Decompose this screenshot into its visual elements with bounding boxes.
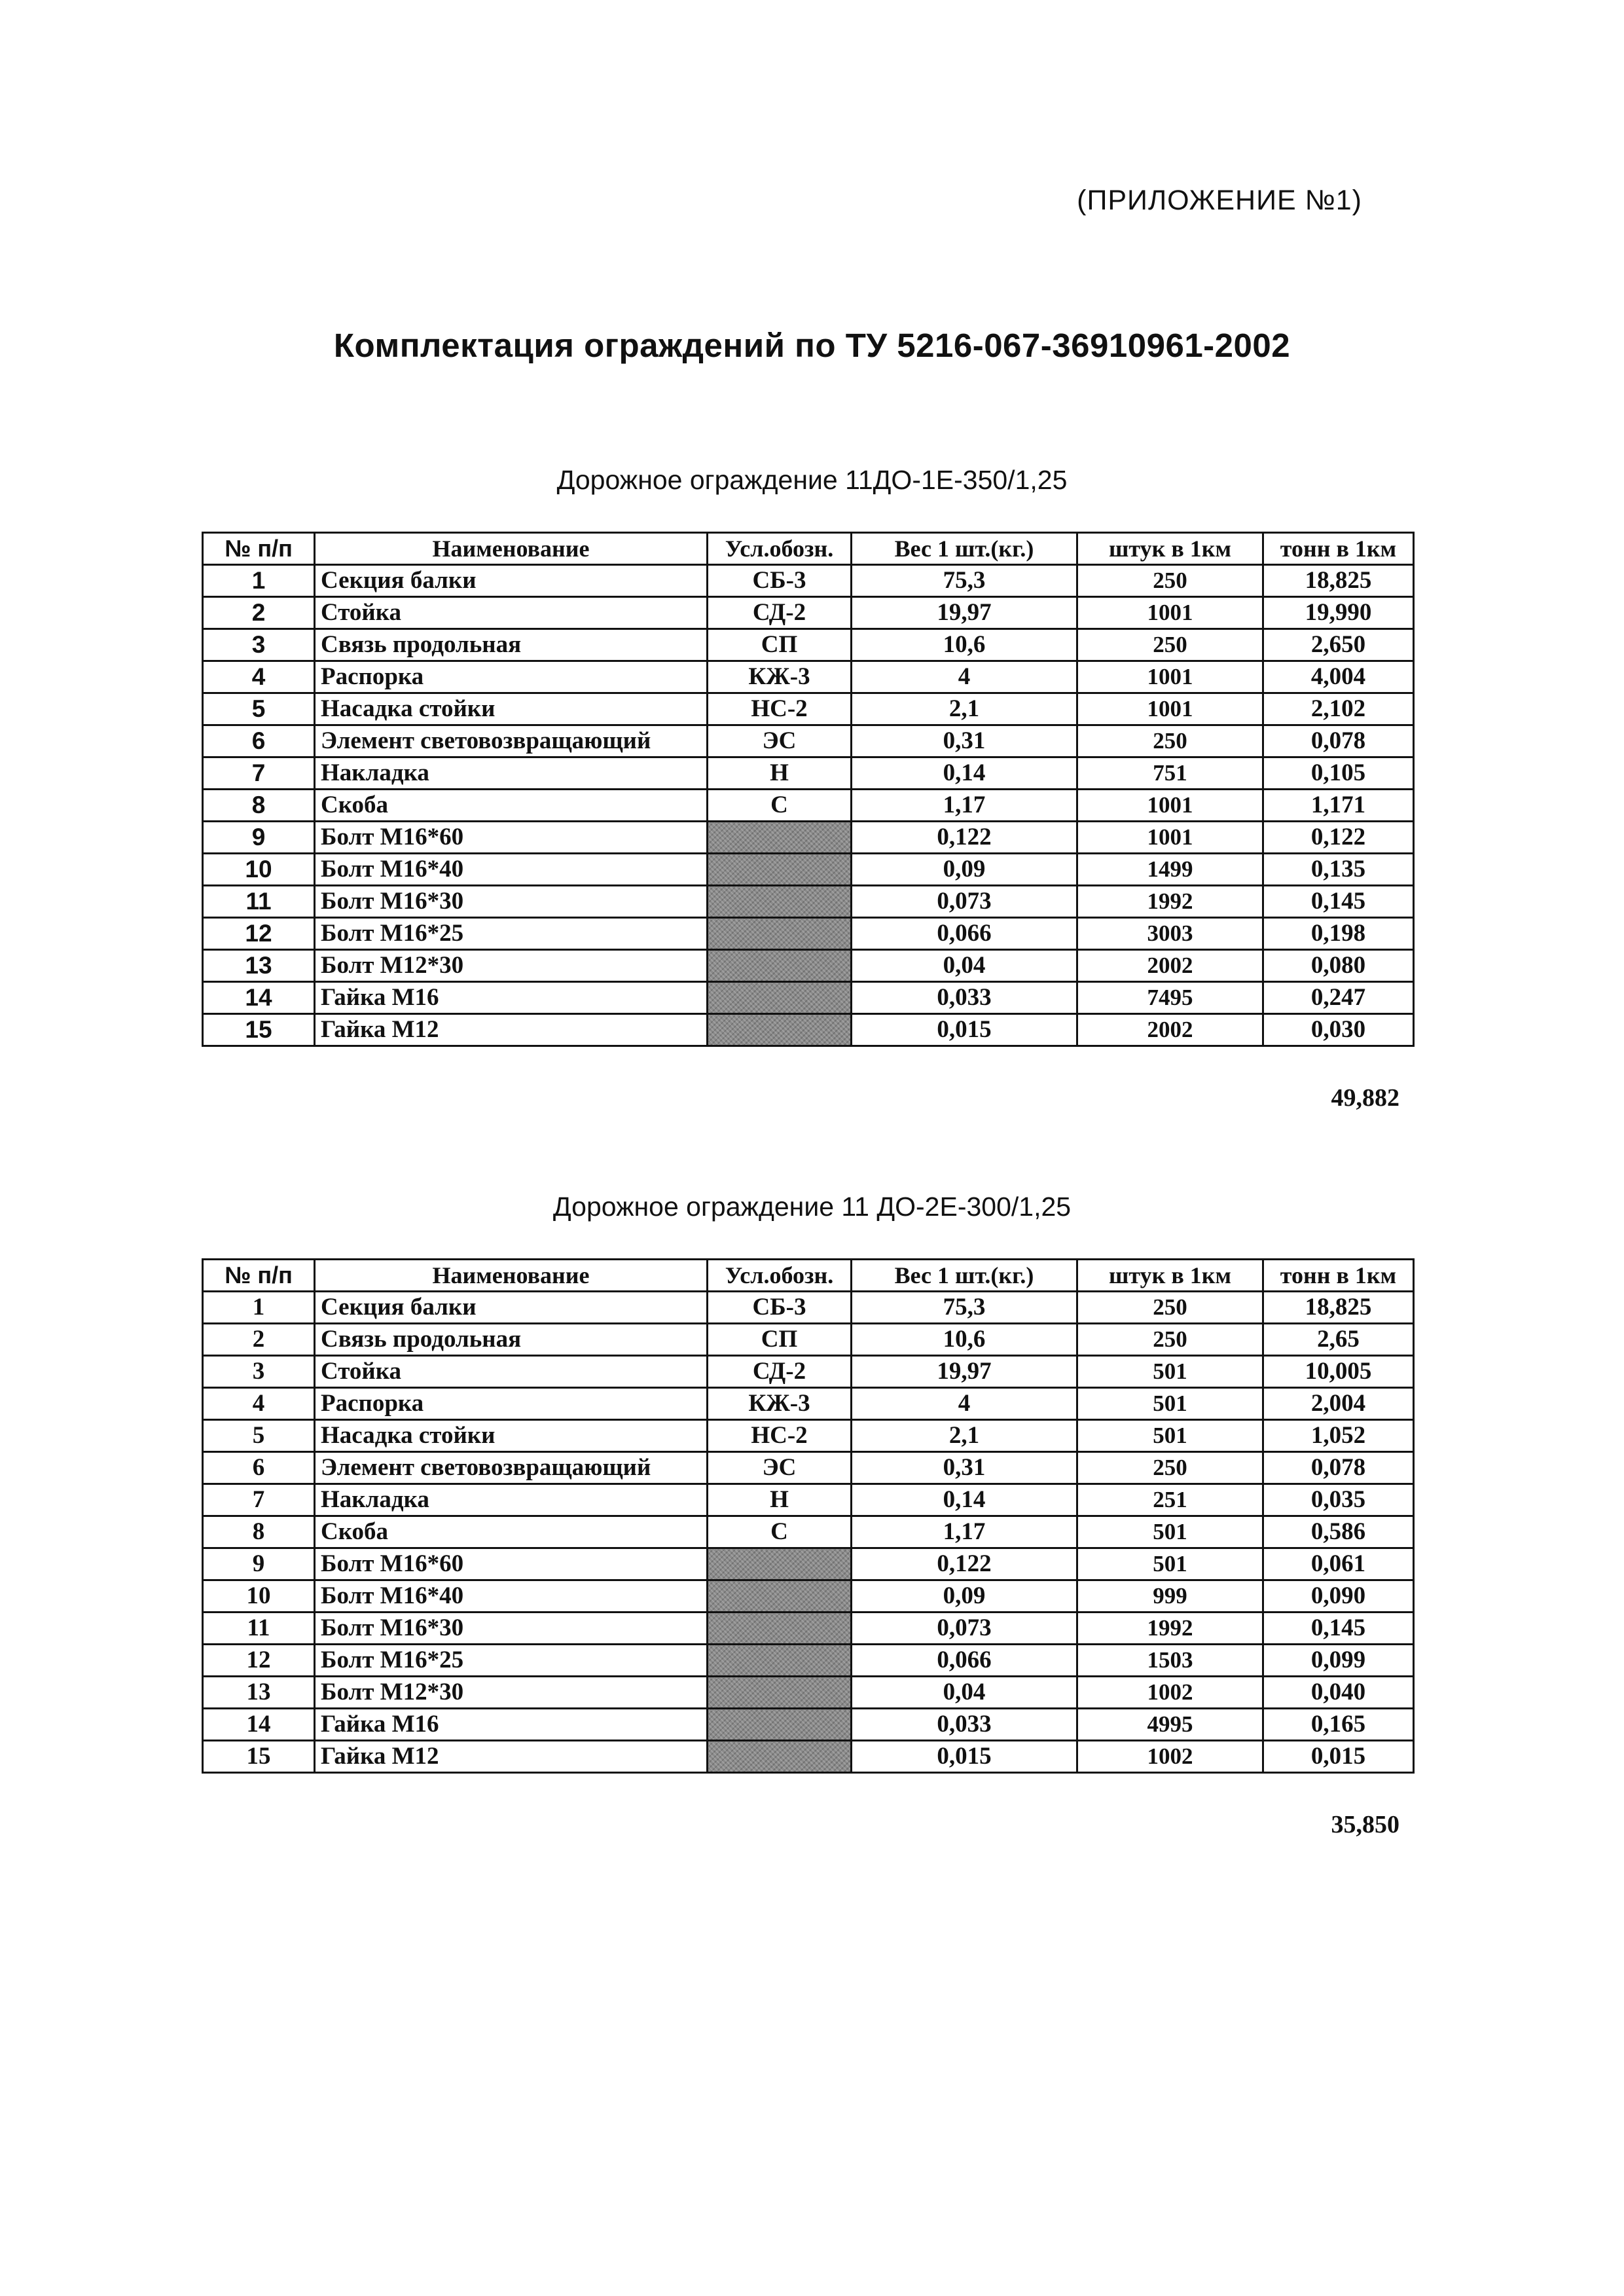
table2-header-row — [203, 1260, 1414, 1292]
cell-num: 4 — [203, 1388, 315, 1420]
cell-tons: 0,145 — [1263, 886, 1414, 918]
cell-code — [708, 886, 852, 918]
cell-weight: 0,033 — [852, 1709, 1077, 1741]
cell-code — [708, 1645, 852, 1677]
table-row — [203, 790, 1414, 822]
table-row — [203, 1388, 1414, 1420]
cell-num: 11 — [203, 886, 315, 918]
cell-weight: 0,31 — [852, 725, 1077, 757]
cell-pcs: 251 — [1077, 1484, 1263, 1516]
cell-num: 9 — [203, 1548, 315, 1580]
cell-name: Гайка М16 — [315, 982, 708, 1014]
table2-total: 35,850 — [1331, 1811, 1399, 1838]
cell-name: Болт М16*60 — [315, 822, 708, 854]
cell-num: 5 — [203, 693, 315, 725]
table2-components — [202, 1258, 1415, 1774]
cell-pcs: 7495 — [1077, 982, 1263, 1014]
cell-num: 3 — [203, 1356, 315, 1388]
cell-name: Элемент световозвращающий — [315, 725, 708, 757]
cell-pcs: 250 — [1077, 629, 1263, 661]
cell-weight: 2,1 — [852, 1420, 1077, 1452]
table-row — [203, 1420, 1414, 1452]
cell-code — [708, 982, 852, 1014]
cell-pcs: 1001 — [1077, 822, 1263, 854]
cell-name: Секция балки — [315, 565, 708, 597]
cell-num: 14 — [203, 982, 315, 1014]
column-header-tons: тонн в 1км — [1263, 533, 1414, 565]
cell-pcs: 3003 — [1077, 918, 1263, 950]
table-row — [203, 886, 1414, 918]
cell-code: СП — [708, 629, 852, 661]
table-row — [203, 822, 1414, 854]
cell-tons: 2,004 — [1263, 1388, 1414, 1420]
table-row — [203, 1741, 1414, 1773]
cell-tons: 0,035 — [1263, 1484, 1414, 1516]
cell-tons: 19,990 — [1263, 597, 1414, 629]
cell-code: КЖ-3 — [708, 1388, 852, 1420]
cell-code — [708, 1580, 852, 1613]
cell-name: Болт М12*30 — [315, 950, 708, 982]
table2-title: Дорожное ограждение 11 ДО-2Е-300/1,25 — [552, 1192, 1072, 1222]
cell-num: 4 — [203, 661, 315, 693]
cell-weight: 0,122 — [852, 1548, 1077, 1580]
column-header-weight: Вес 1 шт.(кг.) — [852, 533, 1077, 565]
cell-num: 13 — [203, 950, 315, 982]
column-header-num: № п/п — [203, 1260, 315, 1292]
cell-weight: 0,066 — [852, 1645, 1077, 1677]
cell-pcs: 4995 — [1077, 1709, 1263, 1741]
cell-name: Связь продольная — [315, 629, 708, 661]
cell-pcs: 501 — [1077, 1516, 1263, 1548]
cell-pcs: 1001 — [1077, 693, 1263, 725]
column-header-name: Наименование — [315, 1260, 708, 1292]
cell-tons: 0,090 — [1263, 1580, 1414, 1613]
cell-pcs: 250 — [1077, 1324, 1263, 1356]
cell-code — [708, 918, 852, 950]
cell-name: Насадка стойки — [315, 1420, 708, 1452]
table1-header-row — [203, 533, 1414, 565]
cell-name: Гайка М12 — [315, 1014, 708, 1046]
cell-tons: 0,198 — [1263, 918, 1414, 950]
cell-pcs: 250 — [1077, 1452, 1263, 1484]
cell-weight: 0,073 — [852, 1613, 1077, 1645]
column-header-code: Усл.обозн. — [708, 1260, 852, 1292]
cell-num: 13 — [203, 1677, 315, 1709]
cell-code — [708, 854, 852, 886]
table-row — [203, 629, 1414, 661]
cell-name: Скоба — [315, 790, 708, 822]
appendix-label: (ПРИЛОЖЕНИЕ №1) — [1077, 185, 1362, 216]
cell-pcs: 2002 — [1077, 1014, 1263, 1046]
cell-name: Накладка — [315, 757, 708, 790]
cell-tons: 2,650 — [1263, 629, 1414, 661]
cell-code — [708, 822, 852, 854]
cell-weight: 1,17 — [852, 1516, 1077, 1548]
cell-name: Болт М12*30 — [315, 1677, 708, 1709]
cell-pcs: 501 — [1077, 1420, 1263, 1452]
cell-code: НС-2 — [708, 693, 852, 725]
cell-weight: 1,17 — [852, 790, 1077, 822]
cell-weight: 0,09 — [852, 1580, 1077, 1613]
table-row — [203, 1516, 1414, 1548]
cell-num: 8 — [203, 790, 315, 822]
cell-weight: 0,14 — [852, 1484, 1077, 1516]
cell-pcs: 1503 — [1077, 1645, 1263, 1677]
cell-code: ЭС — [708, 1452, 852, 1484]
cell-pcs: 1499 — [1077, 854, 1263, 886]
cell-code: Н — [708, 757, 852, 790]
cell-pcs: 250 — [1077, 565, 1263, 597]
cell-code: КЖ-3 — [708, 661, 852, 693]
column-header-pcs: штук в 1км — [1077, 1260, 1263, 1292]
cell-tons: 0,030 — [1263, 1014, 1414, 1046]
cell-name: Гайка М16 — [315, 1709, 708, 1741]
cell-code: СП — [708, 1324, 852, 1356]
cell-code — [708, 1613, 852, 1645]
cell-num: 2 — [203, 597, 315, 629]
cell-tons: 4,004 — [1263, 661, 1414, 693]
cell-num: 7 — [203, 1484, 315, 1516]
column-header-pcs: штук в 1км — [1077, 533, 1263, 565]
cell-tons: 2,65 — [1263, 1324, 1414, 1356]
cell-code: С — [708, 1516, 852, 1548]
cell-tons: 0,015 — [1263, 1741, 1414, 1773]
cell-code: НС-2 — [708, 1420, 852, 1452]
table-row — [203, 597, 1414, 629]
cell-tons: 0,040 — [1263, 1677, 1414, 1709]
cell-tons: 0,099 — [1263, 1645, 1414, 1677]
cell-num: 1 — [203, 565, 315, 597]
cell-num: 3 — [203, 629, 315, 661]
cell-pcs: 1992 — [1077, 1613, 1263, 1645]
cell-weight: 0,31 — [852, 1452, 1077, 1484]
cell-name: Болт М16*30 — [315, 1613, 708, 1645]
cell-num: 6 — [203, 1452, 315, 1484]
cell-pcs: 1001 — [1077, 790, 1263, 822]
cell-name: Скоба — [315, 1516, 708, 1548]
table-row — [203, 725, 1414, 757]
table1-title: Дорожное ограждение 11ДО-1Е-350/1,25 — [556, 465, 1068, 495]
table-row — [203, 565, 1414, 597]
cell-weight: 4 — [852, 1388, 1077, 1420]
cell-pcs: 501 — [1077, 1548, 1263, 1580]
table-row — [203, 982, 1414, 1014]
cell-name: Болт М16*40 — [315, 1580, 708, 1613]
table-row — [203, 1548, 1414, 1580]
cell-weight: 0,033 — [852, 982, 1077, 1014]
cell-num: 12 — [203, 1645, 315, 1677]
cell-pcs: 250 — [1077, 725, 1263, 757]
cell-num: 8 — [203, 1516, 315, 1548]
cell-weight: 0,073 — [852, 886, 1077, 918]
cell-weight: 19,97 — [852, 597, 1077, 629]
cell-tons: 0,061 — [1263, 1548, 1414, 1580]
table-row — [203, 1292, 1414, 1324]
cell-pcs: 1002 — [1077, 1677, 1263, 1709]
cell-code — [708, 1741, 852, 1773]
page-title: Комплектация ограждений по ТУ 5216-067-36910961-2002 — [333, 327, 1291, 364]
cell-code — [708, 1014, 852, 1046]
column-header-weight: Вес 1 шт.(кг.) — [852, 1260, 1077, 1292]
cell-name: Болт М16*30 — [315, 886, 708, 918]
cell-weight: 10,6 — [852, 1324, 1077, 1356]
cell-weight: 0,015 — [852, 1741, 1077, 1773]
cell-weight: 0,015 — [852, 1014, 1077, 1046]
cell-name: Болт М16*25 — [315, 918, 708, 950]
table-row — [203, 757, 1414, 790]
cell-name: Болт М16*40 — [315, 854, 708, 886]
cell-tons: 0,586 — [1263, 1516, 1414, 1548]
cell-name: Связь продольная — [315, 1324, 708, 1356]
cell-num: 7 — [203, 757, 315, 790]
cell-tons: 0,080 — [1263, 950, 1414, 982]
cell-code: С — [708, 790, 852, 822]
column-header-tons: тонн в 1км — [1263, 1260, 1414, 1292]
cell-name: Элемент световозвращающий — [315, 1452, 708, 1484]
cell-name: Накладка — [315, 1484, 708, 1516]
cell-tons: 2,102 — [1263, 693, 1414, 725]
cell-name: Распорка — [315, 661, 708, 693]
cell-num: 15 — [203, 1014, 315, 1046]
cell-pcs: 751 — [1077, 757, 1263, 790]
cell-name: Секция балки — [315, 1292, 708, 1324]
table1-total: 49,882 — [1331, 1084, 1399, 1112]
cell-code: СБ-3 — [708, 1292, 852, 1324]
cell-pcs: 1002 — [1077, 1741, 1263, 1773]
cell-num: 2 — [203, 1324, 315, 1356]
cell-name: Болт М16*60 — [315, 1548, 708, 1580]
cell-weight: 0,066 — [852, 918, 1077, 950]
table2-body — [203, 1292, 1414, 1773]
cell-num: 6 — [203, 725, 315, 757]
cell-pcs: 501 — [1077, 1388, 1263, 1420]
cell-tons: 0,078 — [1263, 1452, 1414, 1484]
cell-code: Н — [708, 1484, 852, 1516]
cell-code — [708, 950, 852, 982]
table-row — [203, 1356, 1414, 1388]
table-row — [203, 1645, 1414, 1677]
table-row — [203, 950, 1414, 982]
cell-code: СД-2 — [708, 597, 852, 629]
cell-code: ЭС — [708, 725, 852, 757]
cell-num: 14 — [203, 1709, 315, 1741]
cell-code — [708, 1548, 852, 1580]
cell-tons: 18,825 — [1263, 1292, 1414, 1324]
cell-tons: 0,145 — [1263, 1613, 1414, 1645]
cell-name: Насадка стойки — [315, 693, 708, 725]
cell-weight: 0,04 — [852, 1677, 1077, 1709]
cell-name: Гайка М12 — [315, 1741, 708, 1773]
cell-weight: 0,122 — [852, 822, 1077, 854]
table-row — [203, 1613, 1414, 1645]
table-row — [203, 1709, 1414, 1741]
table-row — [203, 854, 1414, 886]
table-row — [203, 1677, 1414, 1709]
cell-pcs: 250 — [1077, 1292, 1263, 1324]
cell-pcs: 2002 — [1077, 950, 1263, 982]
cell-tons: 0,105 — [1263, 757, 1414, 790]
table-row — [203, 1484, 1414, 1516]
table-row — [203, 661, 1414, 693]
table-row — [203, 1452, 1414, 1484]
cell-weight: 0,04 — [852, 950, 1077, 982]
cell-tons: 0,247 — [1263, 982, 1414, 1014]
cell-weight: 75,3 — [852, 565, 1077, 597]
cell-tons: 0,165 — [1263, 1709, 1414, 1741]
cell-tons: 10,005 — [1263, 1356, 1414, 1388]
cell-weight: 4 — [852, 661, 1077, 693]
cell-pcs: 999 — [1077, 1580, 1263, 1613]
cell-code: СД-2 — [708, 1356, 852, 1388]
cell-tons: 18,825 — [1263, 565, 1414, 597]
cell-pcs: 501 — [1077, 1356, 1263, 1388]
cell-name: Распорка — [315, 1388, 708, 1420]
table-row — [203, 1580, 1414, 1613]
cell-tons: 0,135 — [1263, 854, 1414, 886]
column-header-code: Усл.обозн. — [708, 533, 852, 565]
cell-num: 9 — [203, 822, 315, 854]
cell-pcs: 1001 — [1077, 597, 1263, 629]
cell-tons: 0,078 — [1263, 725, 1414, 757]
table1-components — [202, 532, 1415, 1047]
table-row — [203, 918, 1414, 950]
cell-num: 1 — [203, 1292, 315, 1324]
table-row — [203, 1324, 1414, 1356]
cell-weight: 0,09 — [852, 854, 1077, 886]
cell-weight: 19,97 — [852, 1356, 1077, 1388]
cell-code — [708, 1677, 852, 1709]
cell-code: СБ-3 — [708, 565, 852, 597]
cell-weight: 75,3 — [852, 1292, 1077, 1324]
cell-num: 12 — [203, 918, 315, 950]
cell-tons: 1,052 — [1263, 1420, 1414, 1452]
cell-name: Стойка — [315, 597, 708, 629]
cell-name: Стойка — [315, 1356, 708, 1388]
table-row — [203, 693, 1414, 725]
cell-pcs: 1001 — [1077, 661, 1263, 693]
cell-tons: 1,171 — [1263, 790, 1414, 822]
column-header-num: № п/п — [203, 533, 315, 565]
cell-name: Болт М16*25 — [315, 1645, 708, 1677]
column-header-name: Наименование — [315, 533, 708, 565]
table1-body — [203, 565, 1414, 1046]
cell-num: 10 — [203, 1580, 315, 1613]
cell-weight: 0,14 — [852, 757, 1077, 790]
cell-tons: 0,122 — [1263, 822, 1414, 854]
cell-num: 15 — [203, 1741, 315, 1773]
cell-code — [708, 1709, 852, 1741]
cell-num: 10 — [203, 854, 315, 886]
cell-weight: 2,1 — [852, 693, 1077, 725]
cell-num: 11 — [203, 1613, 315, 1645]
cell-weight: 10,6 — [852, 629, 1077, 661]
cell-pcs: 1992 — [1077, 886, 1263, 918]
cell-num: 5 — [203, 1420, 315, 1452]
table-row — [203, 1014, 1414, 1046]
